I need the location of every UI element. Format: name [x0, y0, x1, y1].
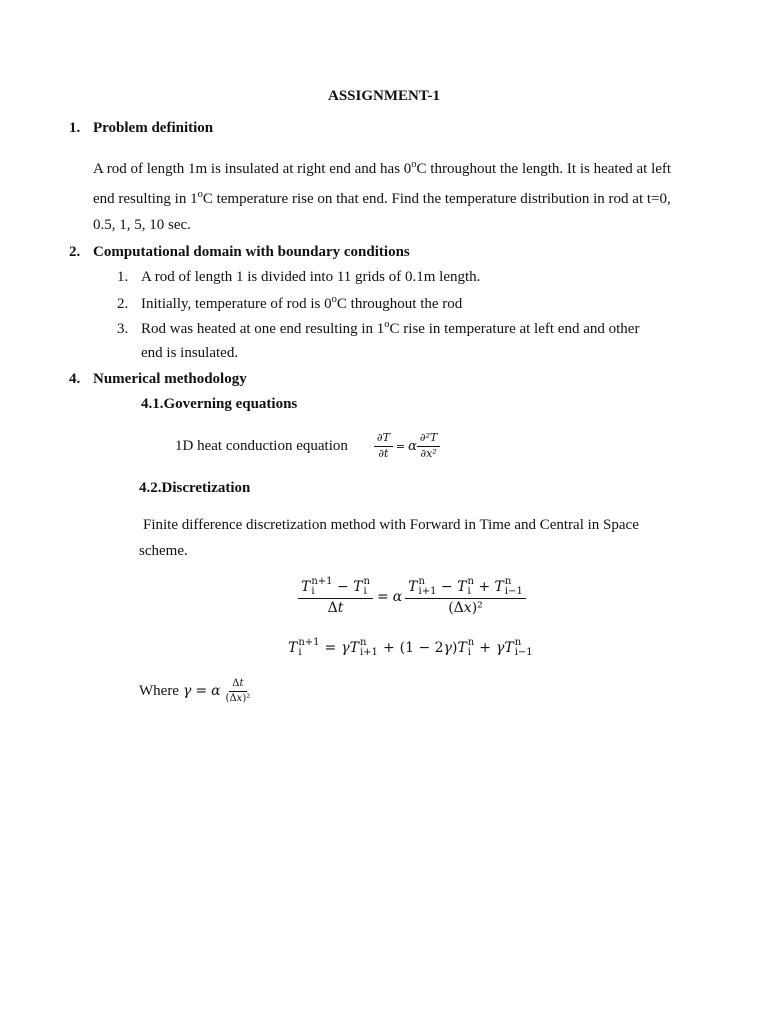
section-title: Problem definition — [93, 120, 214, 136]
list-text: Rod was heated at one end resulting in 1 — [141, 321, 385, 337]
section-number: 1. — [69, 120, 81, 136]
degree-sup: o — [331, 294, 337, 305]
section-title: Computational domain with boundary conditions — [93, 244, 410, 260]
list-number: 1. — [117, 269, 129, 285]
list-text: C throughout the rod — [336, 296, 463, 312]
section-2-heading — [69, 244, 410, 261]
heat-equation-math: $\frac{\partial T}{\partial t}$ = α $\frac{\text{∂²T}}{\text{∂x²}}$ — [374, 432, 441, 460]
list-item — [117, 269, 480, 286]
discretization-text: scheme. — [139, 543, 188, 559]
paragraph-text: A rod of length 1m is insulated at right end and has 0 — [93, 161, 412, 177]
list-item — [117, 319, 639, 338]
subsection-heading: 4.2.Discretization — [139, 480, 251, 496]
discretization-text: Finite difference discretization method with Forward in Time and Central in Space — [143, 517, 639, 533]
where-label: Where — [139, 682, 179, 699]
gamma-definition: Where γ = α $\frac{\Delta t}{\text{(Δx)²}}$ — [139, 678, 251, 704]
section-title: Numerical methodology — [93, 371, 247, 387]
degree-sup: o — [197, 189, 203, 200]
ftcs-update-equation: T n+1 i = γT n i+1 + (1 − 2 γ ) T n i + γT n i−1 — [288, 637, 533, 658]
list-item — [117, 294, 462, 313]
subsection-heading: 4.1.Governing equations — [141, 396, 298, 412]
list-text: A rod of length 1 is divided into 11 grids of 0.1m length. — [141, 269, 481, 285]
section-number: 4. — [69, 371, 81, 387]
degree-sup: o — [411, 159, 417, 170]
list-text: C rise in temperature at left end and other — [389, 321, 640, 337]
page-title: ASSIGNMENT-1 — [328, 88, 440, 104]
section-number: 2. — [69, 244, 81, 260]
paragraph-text: C temperature rise on that end. Find the temperature distribution in rod at t=0, 0.5, 1, 5, 10 sec. — [93, 191, 671, 233]
problem-paragraph — [93, 152, 683, 238]
list-text: Initially, temperature of rod is 0 — [141, 296, 332, 312]
list-number: 3. — [117, 321, 129, 337]
equation-label: 1D heat conduction equation — [175, 437, 348, 454]
governing-equation — [175, 432, 440, 460]
section-1-heading — [69, 120, 213, 137]
degree-sup: o — [384, 319, 390, 330]
ftcs-equation: T n+1 i − T n i Δt = α T n i+1 − T n i + T n i−1 (Δx)² — [298, 577, 526, 616]
list-number: 2. — [117, 296, 129, 312]
section-4-heading — [69, 371, 247, 388]
list-item-continuation: end is insulated. — [141, 345, 239, 361]
paragraph-text: C throughout the length. It is heated at left end resulting in 1 — [93, 161, 672, 207]
